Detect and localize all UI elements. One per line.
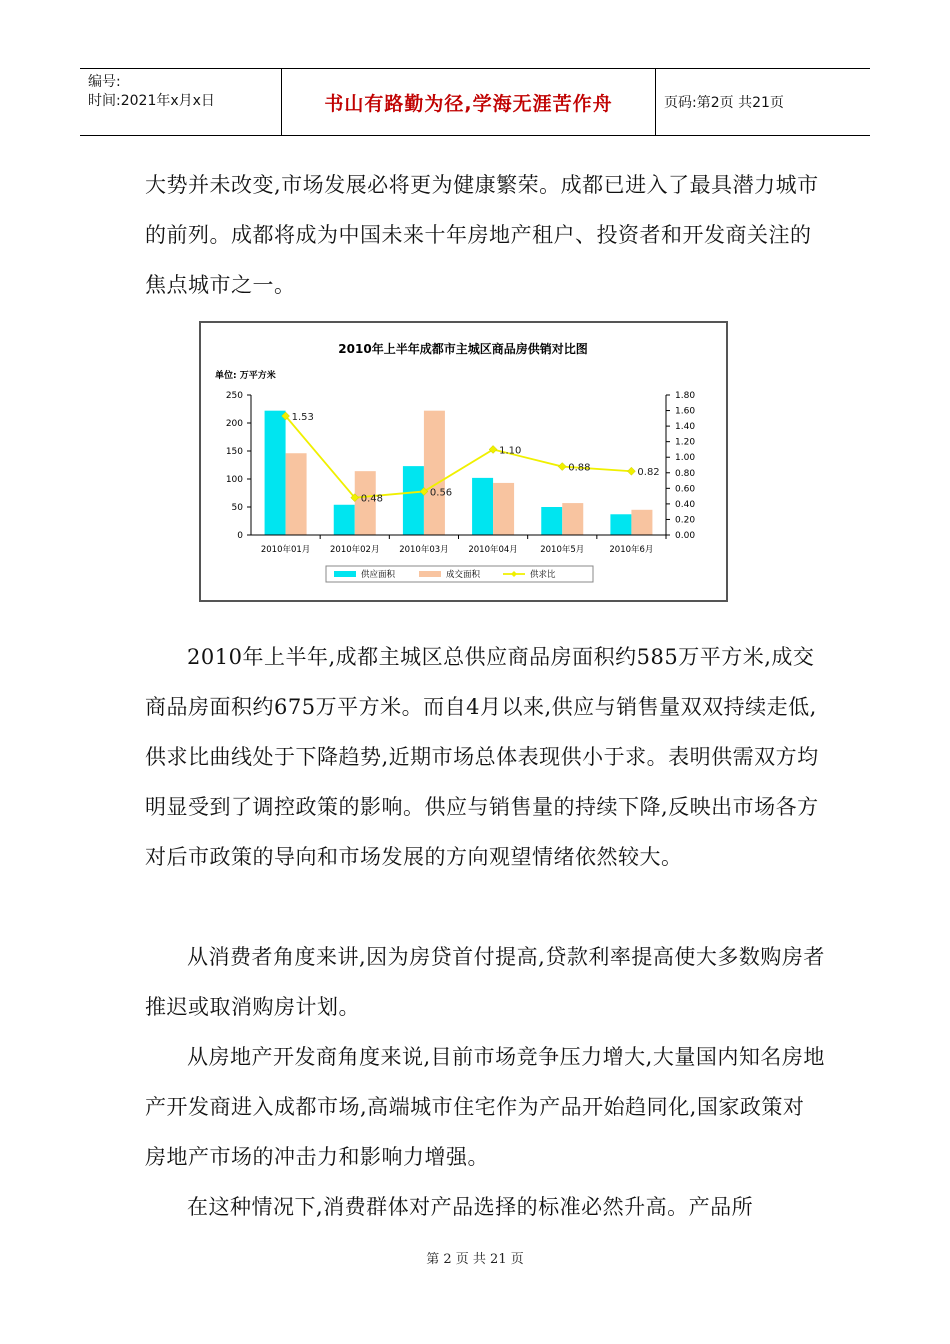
- bar-deal: [631, 510, 652, 535]
- ratio-point: [558, 463, 566, 471]
- legend-swatch: [334, 571, 356, 577]
- paragraph-3: 从消费者角度来讲,因为房贷首付提高,贷款利率提高使大多数购房者推迟或取消购房计划。: [145, 945, 825, 1019]
- y-right-tick-label: 0.00: [675, 531, 696, 541]
- x-tick-label: 2010年03月: [399, 545, 449, 555]
- y-right-tick-label: 1.80: [675, 391, 696, 401]
- bar-deal: [424, 411, 445, 535]
- y-left-tick-label: 100: [225, 475, 243, 485]
- supply-demand-chart: [199, 321, 728, 602]
- legend-label: 供求比: [530, 570, 556, 580]
- y-left-tick-label: 50: [231, 503, 243, 513]
- ratio-point-label: 1.10: [499, 445, 522, 457]
- paragraph-5: 在这种情况下,消费群体对产品选择的标准必然升高。产品所: [187, 1195, 754, 1219]
- header-meta-cell: [80, 69, 282, 135]
- ratio-point-label: 0.56: [429, 487, 453, 499]
- chart-svg: [201, 323, 726, 600]
- header-motto: 书山有路勤为径,学海无涯苦作舟: [282, 69, 656, 135]
- y-left-tick-label: 150: [225, 447, 243, 457]
- ratio-point-label: 0.82: [637, 467, 660, 479]
- y-left-tick-label: 250: [225, 391, 243, 401]
- ratio-point: [627, 467, 635, 475]
- date-label: 时间:2021年x月x日: [88, 93, 215, 109]
- bar-supply: [541, 507, 562, 535]
- paragraph-4: 从房地产开发商角度来说,目前市场竞争压力增大,大量国内知名房地产开发商进入成都市场,高端城市住宅作为产品开始趋同化,国家政策对房地产市场的冲击力和影响力增强。: [145, 1045, 825, 1169]
- bar-deal: [562, 503, 583, 535]
- paragraph-2: 2010年上半年,成都主城区总供应商品房面积约585万平方米,成交商品房面积约675万平方米。而自4月以来,供应与销售量双双持续走低,供求比曲线处于下降趋势,近期市场总体表现供小于求。表明供需双方均明显受到了调控政策的影响。供应与销售量的持续下降,反映出市场各方对后市政策的导向和市场发展的方向观望情绪依然较大。: [145, 645, 819, 869]
- ratio-point-label: 0.48: [360, 493, 384, 505]
- chart-title: 2010年上半年成都市主城区商品房供销对比图: [338, 342, 588, 356]
- x-tick-label: 2010年04月: [468, 545, 518, 555]
- y-right-tick-label: 1.40: [675, 422, 696, 433]
- x-tick-label: 2010年02月: [330, 545, 380, 555]
- ratio-line-path: [286, 416, 632, 498]
- bar-supply: [472, 478, 493, 535]
- legend-label: 供应面积: [361, 570, 396, 580]
- ratio-point: [489, 445, 497, 453]
- bar-supply: [610, 514, 631, 535]
- legend-label: 成交面积: [446, 570, 481, 580]
- paragraph-1: 大势并未改变,市场发展必将更为健康繁荣。成都已进入了最具潜力城市的前列。成都将成为中国未来十年房地产租户、投资者和开发商关注的焦点城市之一。: [145, 173, 819, 297]
- y-right-tick-label: 0.80: [675, 468, 696, 479]
- bar-supply: [334, 505, 355, 535]
- serial-label: 编号:: [88, 74, 121, 90]
- legend-swatch: [419, 571, 441, 577]
- page-header: [80, 68, 870, 136]
- y-right-tick-label: 0.60: [675, 484, 696, 495]
- ratio-point-label: 1.53: [291, 412, 314, 423]
- page-footer: 第 2 页 共 21 页: [426, 1252, 524, 1267]
- x-tick-label: 2010年5月: [540, 545, 585, 555]
- x-tick-label: 2010年01月: [260, 545, 311, 555]
- bar-supply: [403, 466, 424, 535]
- y-left-tick-label: 0: [237, 531, 243, 541]
- y-left-tick-label: 200: [225, 419, 243, 429]
- chart-unit-label: 单位: 万平方米: [215, 371, 276, 381]
- y-right-tick-label: 0.40: [675, 499, 696, 510]
- x-tick-label: 2010年6月: [609, 545, 654, 555]
- y-right-tick-label: 1.20: [675, 437, 696, 448]
- ratio-point-label: 0.88: [568, 462, 591, 474]
- y-right-tick-label: 1.60: [675, 406, 696, 417]
- header-page-info: 页码:第2页 共21页: [664, 95, 784, 111]
- bar-deal: [286, 453, 307, 535]
- bar-deal: [493, 483, 514, 535]
- y-right-tick-label: 1.00: [675, 453, 696, 464]
- y-right-tick-label: 0.20: [675, 515, 696, 526]
- bar-supply: [265, 411, 286, 535]
